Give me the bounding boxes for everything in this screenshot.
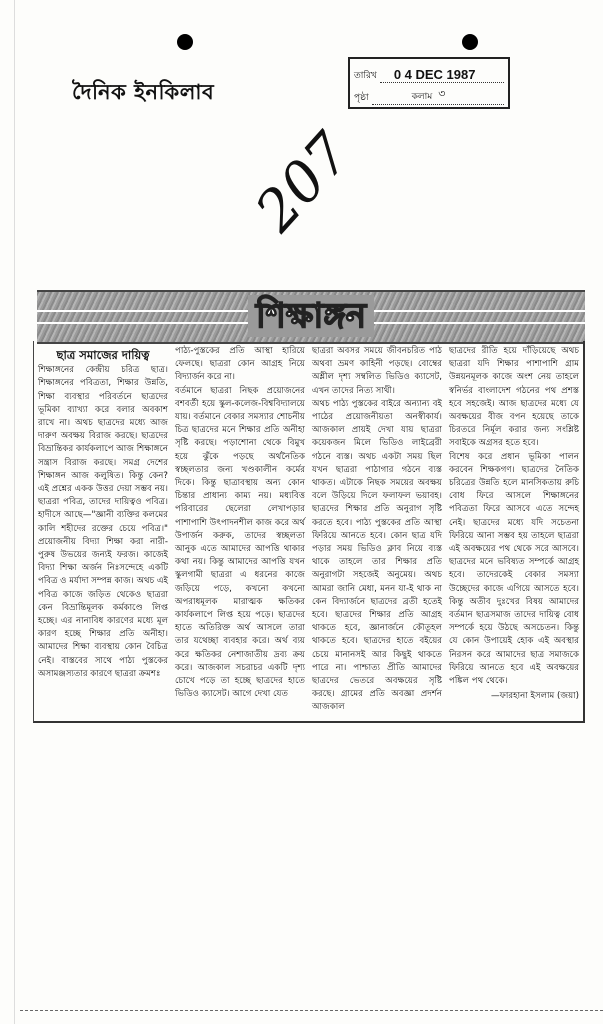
page-fill [372,85,504,105]
column-label: কলাম [411,92,433,102]
paragraph: ছাত্রদের রীতি হয়ে দাঁড়িয়েছে অথচ ছাত্ররা যদি শিক্ষার পাশাপাশি গ্রাম উন্নয়নমূলক কাজে অংশ নেয় তাহলে স্বনির্ভর বাংলাদেশ গঠনের পথ প্রশস্ত হবে সহজেই। আজ ছাত্রদের মধ্যে যে অবক্ষয়ের বীজ বপন হয়েছে তাকে চিরতরে নির্মূল করার জন্য সংশ্লিষ্ট সবাইকে অগ্রসর হতে হবে। [449,346,579,449]
article-column-4 [449,345,579,715]
punch-hole [177,34,193,50]
date-value: 0 4 DEC 1987 [393,67,476,82]
scan-edge [14,0,15,1024]
section-title: শিক্ষাঙ্গন [248,295,374,337]
paragraph: পাঠ্য-পুস্তকের প্রতি আস্থা হারিয়ে ফেলছে। ছাত্ররা কোন আগ্রহ নিয়ে বিদ্যার্জন করে না। [175,346,305,383]
paragraph: অথচ পাঠ্য পুস্তকের বাইরে অন্যান্য বই পাঠের প্রয়োজনীয়তা অনস্বীকার্য। আজকাল প্রায়ই দেখা যায় ছাত্ররা কয়েকজন মিলে ভিডিও লাইব্রেরী গঠনে ব্যস্ত। অথচ একটা সময় ছিল যখন ছাত্ররা পাঠাগার গঠনে ব্যস্ত থাকত। এটাকে নিছক সময়ের অবক্ষয় বলে উড়িয়ে দিলে ফলাফল ভয়াবহ। ছাত্রদের শিক্ষার প্রতি অনুরাগ সৃষ্টি করতে হবে। পাঠ্য পুস্তকের প্রতি আস্থা ফিরিয়ে আনতে হবে। কোন ছাত্র যদি পড়ার সময় ভিডিও ক্লাব নিয়ে ব্যস্ত থাকে তাহলে তার শিক্ষার প্রতি অনুরাগটা সহজেই অনুমেয়। অথচ আমরা জানি মেধা, মনন যা-ই থাক না কেন বিদ্যার্জনে ছাত্রদের ব্রতী হতেই হবে। ছাত্রদের শিক্ষার প্রতি আগ্রহ থাকতে হবে, জ্ঞানার্জনে কৌতূহল থাকতে হবে। ছাত্রদের হাতে বইয়ের চেয়ে মানানসই আর কিছুই থাকতে পারে না। পাশ্চাত্য প্রীতি আমাদের ছাত্রদের ভেতরে অবক্ষয়ের সৃষ্টি করছে। গ্রামের প্রতি অবজ্ঞা প্রদর্শন আজকাল [312,398,442,713]
paragraph: বিশেষ করে প্রধান ভূমিকা পালন করবেন শিক্ষকগণ। ছাত্রদের নৈতিক চরিত্রের উন্নতি হলে মানসিকতায় রুচি বোধ ফিরে আসলে শিক্ষাঙ্গনের পবিত্রতা ফিরে আসবে এতে সন্দেহ নেই। ছাত্রদের মধ্যে যদি সচেতনা ফিরিয়ে আনা সম্ভব হয় তাহলে ছাত্ররা এই অবক্ষয়ের পথ থেকে সরে আসবে। ছাত্রদের মনে ভবিষ্যত সম্পর্কে আগ্রহ হবে। তাদেরকেই বেকার সমস্যা উচ্ছেদের কাজে এগিয়ে আসতে হবে। কিন্তু অতীব দুঃখের বিষয় আমাদের বর্তমান ছাত্রসমাজ তাদের দায়িত্ব বোধ সম্পর্কে হয়ে উঠছে অসচেতন। কিন্তু যে কোন উপায়েই হোক এই অবস্থার নিরসন করে আমাদের ছাত্র সমাজকে ফিরিয়ে আনতে হবে এই অবক্ষয়ের পঙ্কিল পথ থেকে। [449,451,579,687]
punch-hole [462,34,478,50]
scan-bottom-edge [20,1010,603,1011]
article-column-2 [175,345,305,715]
page-label: পৃষ্ঠা [354,93,369,103]
date-stamp [348,57,510,109]
column-value: ৩ [438,87,446,100]
paragraph: বর্তমানে ছাত্ররা নিছক প্রয়োজনের বশবর্তী হয়ে স্কুল-কলেজ-বিশ্ববিদ্যালয়ে যায়। বর্তমানে বেকার সমস্যার শোচনীয় চিত্র ছাত্রদের মনে শিক্ষার প্রতি অনীহা সৃষ্টি করছে। পড়াশোনা থেকে বিমুখ হয়ে ঝুঁকে পড়ছে অর্থনৈতিক স্বচ্ছলতার জন্য খণ্ডকালীন কর্মের দিকে। কিন্তু ছাত্রাবস্থায় অন্য কোন চিন্তার প্রাধান্য কাম্য নয়। মধ্যবিত্ত পরিবারের ছেলেরা লেখাপড়ার পাশাপাশি উৎপাদনশীল কাজ করে অর্থ উপার্জন করুক, তাদের স্বচ্ছলতা আনুক এতে আমাদের আপত্তি থাকার কথা নয়। কিন্তু আমাদের আপত্তি যখন স্কুলগামী ছাত্ররা এ ধরনের কাজে জড়িয়ে পড়ে, কখনো কখনো অপরাধমূলক মারাত্মক ক্ষতিকর কার্যকলাপে লিপ্ত হয়ে পড়ে। ছাত্রদের হাতে অতিরিক্ত অর্থ আসলে তারা তার যথেচ্ছা ব্যবহার করে। অর্থ ব্যয় করে ক্ষতিকর নেশাজাতীয় দ্রব্য ক্রয় করে। আজকাল সচরাচর একটি দৃশ্য চোখে পড়ে তা হচ্ছে ছাত্রদের হাতে ভিডিও ক্যাসেট। আগে দেখা যেত [175,385,305,700]
section-banner [37,290,585,344]
date-row [354,61,504,83]
article-headline: ছাত্র সমাজের দায়িত্ব [56,348,150,362]
paragraph: ছাত্ররা অবসর সময়ে জীবনচরিত পাঠ অথবা ভ্রমণ কাহিনী পড়ছে। বোম্বের অশ্লীল দৃশ্য সম্বলিত ভিডিও ক্যাসেট, এখন তাদের নিত্য সাথী। [312,346,442,396]
page-row [354,83,504,105]
article-column-1 [38,345,168,715]
date-label: তারিখ [354,71,377,81]
newspaper-masthead: দৈনিক ইনকিলাব [72,80,215,104]
article-column-3 [312,345,442,715]
handwritten-number: 207 [243,121,364,244]
author-byline: —ফারহানা ইসলাম (জয়া) [491,691,579,702]
paragraph: শিক্ষাঙ্গনের কেন্দ্রীয় চরিত্র ছাত্র। শিক্ষাঙ্গনের পবিত্রতা, শিক্ষার উন্নতি, শিক্ষা ব্যবস্থার পরিবর্তনে ছাত্রদের ভূমিকা ব্যাখ্যা করে বলার অবকাশ রাখে না। অথচ ছাত্রদের মধ্যে আজ দারুণ অবক্ষয় বিরাজ করছে। ছাত্রদের বিভ্রান্তিকর কার্যকলাপে আজ শিক্ষাঙ্গনে সন্ত্রাস বিরাজ করছে। সমগ্র দেশের শিক্ষাঙ্গন আজ কলুষিত। কিন্তু কেন? এই প্রশ্নের একক উত্তর দেয়া সম্ভব নয়। ছাত্ররা পবিত্র, তাদের দায়িত্বও পবিত্র। হাদীসে আছে—"জ্ঞানী ব্যক্তির কলমের কালি শহীদের রক্তের চেয়ে পবিত্র।" প্রয়োজনীয় বিদ্যা শিক্ষা করা নারী-পুরুষ উভয়ের জন্যই ফরজ। কাজেই বিদ্যা শিক্ষা অর্জন নিঃসন্দেহে একটি পবিত্র ও মর্যাদা সম্পন্ন কাজ। অথচ এই পবিত্র কাজে জড়িত থেকেও ছাত্ররা কেন বিভ্রান্তিমূলক কর্মকাণ্ডে লিপ্ত হচ্ছে। এর নানাবিধ কারণের মধ্যে মূল কারণ হচ্ছে শিক্ষার প্রতি অনীহা। আমাদের শিক্ষা ব্যবস্থায় কোন বৈচিত্র নেই। বাস্তবের সাথে পাঠ্য পুস্তকের অসামঞ্জস্যতার কারণে ছাত্ররা ক্রমশঃ [38,365,169,679]
date-fill [380,68,504,83]
article [33,341,585,723]
